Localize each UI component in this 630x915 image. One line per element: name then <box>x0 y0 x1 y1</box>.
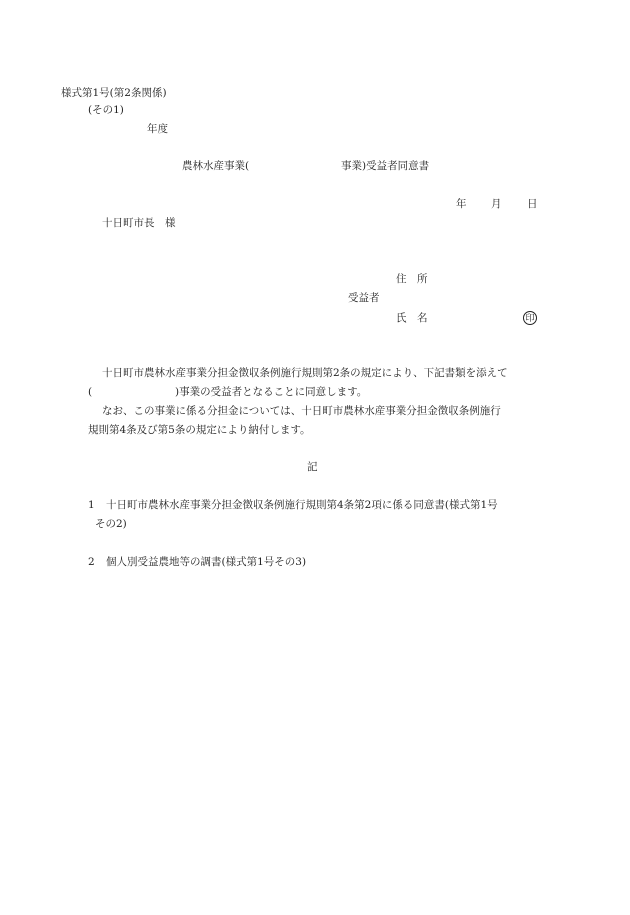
note-item-1-line-2: その2) <box>95 518 127 530</box>
paragraph-1-open-paren: ( <box>88 386 93 398</box>
note-item-2-number: 2 <box>88 556 95 568</box>
paragraph-2-line-1: なお、この事業に係る分担金については、十日町市農林水産事業分担金徴収条例施行 <box>102 405 501 417</box>
note-item-1-line-1: 十日町市農林水産事業分担金徴収条例施行規則第4条第2項に係る同意書(様式第1号 <box>106 499 498 511</box>
addressee: 十日町市長 様 <box>102 217 176 229</box>
name-label: 氏 名 <box>396 312 428 324</box>
date-month-label: 月 <box>491 198 502 210</box>
title-suffix: 事業)受益者同意書 <box>341 160 430 172</box>
beneficiary-label: 受益者 <box>348 292 380 304</box>
date-year-label: 年 <box>456 198 467 210</box>
note-item-1-number: 1 <box>88 499 95 511</box>
form-sub-number: (その1) <box>88 104 124 116</box>
notes-heading: 記 <box>307 461 318 473</box>
title-prefix: 農林水産事業( <box>182 160 250 172</box>
fiscal-year-label: 年度 <box>147 123 168 135</box>
date-day-label: 日 <box>527 198 538 210</box>
note-item-2-line-1: 個人別受益農地等の調書(様式第1号その3) <box>106 556 307 568</box>
seal-mark: 印 <box>523 311 537 325</box>
paragraph-1-line-2: )事業の受益者となることに同意します。 <box>175 386 368 398</box>
form-number: 様式第1号(第2条関係) <box>61 87 167 99</box>
paragraph-1-line-1: 十日町市農林水産事業分担金徴収条例施行規則第2条の規定により、下記書類を添えて <box>102 367 508 379</box>
paragraph-2-line-2: 規則第4条及び第5条の規定により納付します。 <box>88 424 311 436</box>
address-label: 住 所 <box>396 273 428 285</box>
